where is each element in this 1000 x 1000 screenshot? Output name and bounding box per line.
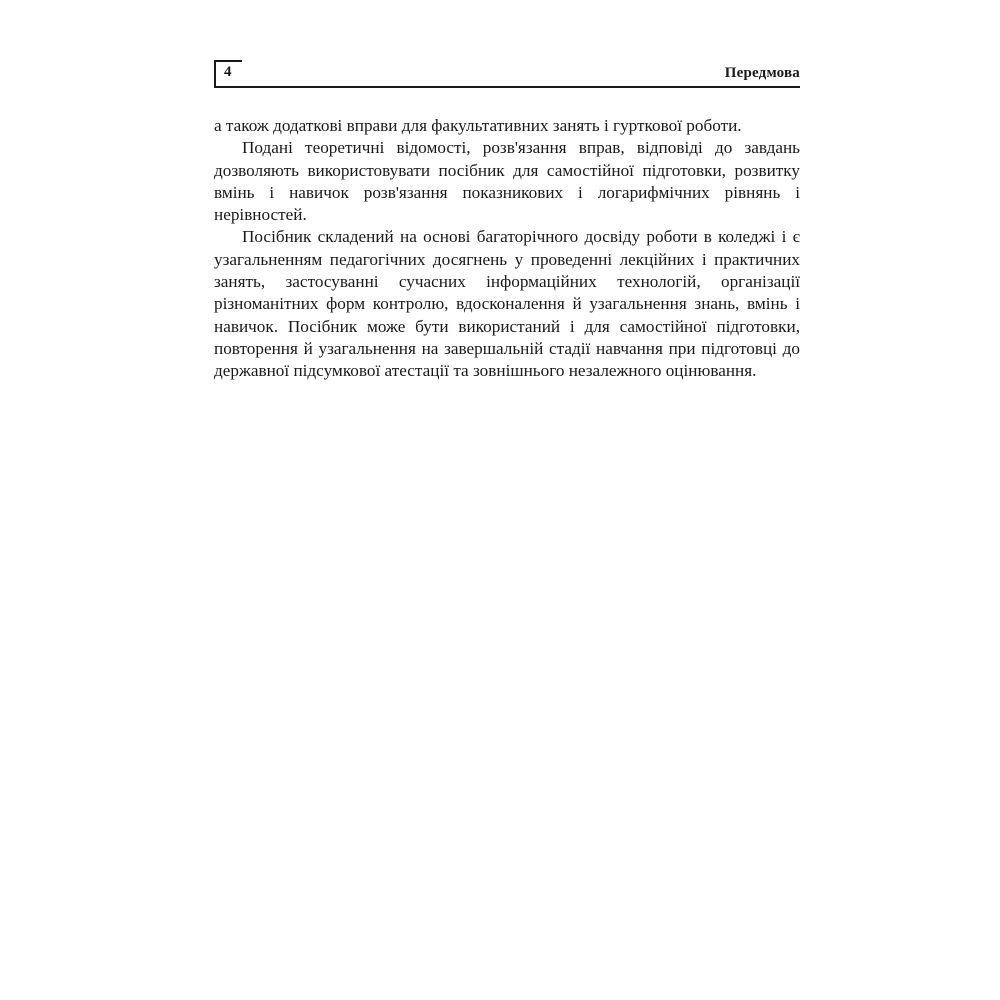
running-title: Передмова [724, 65, 800, 81]
header-rule [214, 86, 800, 88]
paragraph-continuation: а також додаткові вправи для факультативних занять і гурткової роботи. [214, 116, 742, 135]
page-number: 4 [224, 64, 232, 80]
paragraph-theory: Подані теоретичні відомості, розв'язання вправ, відповіді до завдань дозволяють використовувати посібник для самостійної підготовки, розвитку вмінь і навичок розв'язання показникових і логарифмічних рівнянь і нерівностей. [214, 138, 800, 225]
paragraph-manual: Посібник складений на основі багаторічного досвіду роботи в коледжі і є узагальненням педагогічних досягнень у проведенні лекційних і практичних занять, застосуванні сучасних інформаційних технологій, організації різноманітних форм контролю, вдосконалення й узагальнення знань, вмінь і навичок. Посібник може бути використаний і для самостійної підготовки, повторення й узагальнення на завершальній стадії навчання при підготовці до державної підсумкової атестації та зовнішнього незалежного оцінювання. [214, 227, 800, 381]
body-text [214, 115, 800, 383]
page-header [214, 60, 800, 90]
